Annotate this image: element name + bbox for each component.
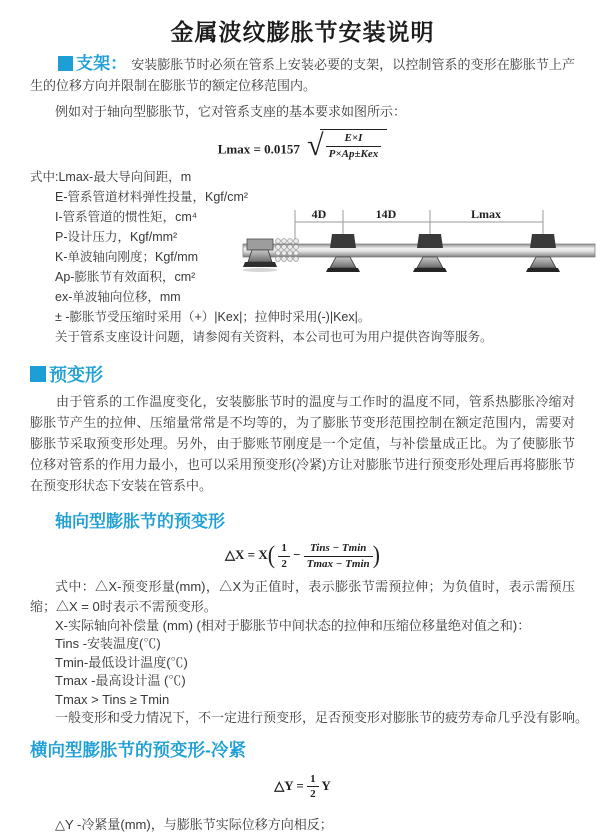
axial-formula [30,542,575,570]
axial-note-tmax: Tmax -最高设计温 (℃) [55,673,186,689]
definition-p: P-设计压力，Kgf/mm² [55,230,178,245]
lateral-formula-rhs: Y [321,777,331,793]
lmax-formula-lhs: Lmax = 0.0157 [217,141,300,157]
support-closing-line: 关于管系支座设计问题，请参阅有关资料，本公司也可为用户提供咨询等服务。 [55,330,493,345]
blue-square-bullet-icon [58,56,73,71]
support-example-line: 例如对于轴向型膨胀节，它对管系支座的基本要求如图所示： [55,104,407,119]
dim-label-lmax: Lmax [471,207,501,221]
lateral-formula [30,773,575,801]
minus-sign: − [293,547,301,563]
axial-note-general: 一般变形和受力情况下，不一定进行预变形，足否预变形对膨胀节的疲劳寿命几乎没有影响。 [55,710,589,726]
lmax-formula-numerator: E×I [326,132,382,147]
dim-label-14d: 14D [375,207,397,221]
predeform-paragraph: 由于管系的工作温度变化，安装膨胀节时的温度与工作时的温度不同，管系热膨胀冷缩对膨胀节产生的拉伸、压缩量常常是不均等的，为了膨胀节变形范围控制在额定范围内，需要对膨胀节采取预变形处理。另外，由于膨账节刚度是一个定值，与补偿量成正比。为了使膨胀节位移对管系的作用力最小，也可以采用预变形(冷紧)方让对膨胀节进行预变形处理后再将膨胀节在预变形状态下安装在管系中。 [30,394,575,494]
axial-note-deltax: 式中：△X-预变形量(mm)，△X为正值时，表示膨张节需预拉伸；为负值时，表示需预压缩；△X = 0时表示不需预变形。 [30,578,575,614]
close-paren: ) [372,540,380,570]
axial-subheading: 轴向型膨胀节的预变形 [55,512,225,532]
support-intro-paragraph [30,53,575,96]
axial-note-x: X-实际轴向补偿量 (mm) (相对于膨胀节中间状态的拉伸和压缩位移量绝对值之和)： [55,617,531,633]
support-section-heading: 支架： [76,54,128,73]
lmax-formula [30,129,575,160]
open-paren: ( [267,540,276,570]
definition-ex: ex-单波轴向位移，mm [55,290,181,305]
definition-ap: Ap-膨胀节有效面积，cm² [55,270,196,285]
axial-note-inequality: Tmax > Tins ≥ Tmin [55,691,170,707]
predeform-section-heading: 预变形 [30,361,575,387]
definition-e: E-管系管道材料弹性投量，Kgf/cm² [55,190,249,205]
support-intro-text: 安装膨胀节时必须在管系上安装必要的支架，以控制管系的变形在膨胀节上产生的位移方向并限制在膨胀节的额定位移范围内。 [30,57,575,93]
pipe-support-diagram [243,204,595,288]
dim-label-4d: 4D [311,207,327,221]
radical-sign-icon: √ [307,128,324,162]
lateral-formula-lhs: △Y = [274,777,304,793]
axial-note-tmin: Tmin-最低设计温度(℃) [55,654,188,670]
lateral-subheading: 横向型膨胀节的预变形-冷紧 [30,739,246,760]
one-half-fraction: $\frac{1}{2}$ [278,542,290,570]
axial-note-tins: Tins -安装温度(℃) [55,636,161,652]
definition-i: I-管系管道的惯性矩，cm⁴ [55,210,198,225]
blue-square-bullet-icon [30,366,46,382]
one-half-fraction: $\frac{1}{2}$ [307,773,319,801]
temperature-fraction: $\frac{\text{Tins − Tmin}}{Tmax - Tmin}$ [304,542,373,570]
definition-plusminus: ± -膨胀节受压缩时采用（+）|Kex|；拉伸时采用(-)|Kex|。 [55,310,371,325]
lateral-note: △Y -冷紧量(mm)，与膨胀节实际位移方向相反； [55,816,333,832]
lmax-formula-denominator: P×Ap±Kex [328,147,379,160]
definition-k: K-单波轴向刚度；Kgf/mm [55,250,199,265]
page-title: 金属波纹膨胀节安装说明 [170,19,435,45]
document-page [0,14,600,832]
definition-lmax: 式中:Lmax-最大导向间距，m [30,170,192,185]
axial-formula-lhs: △X = X [225,547,268,563]
sqrt-radical [307,129,387,160]
